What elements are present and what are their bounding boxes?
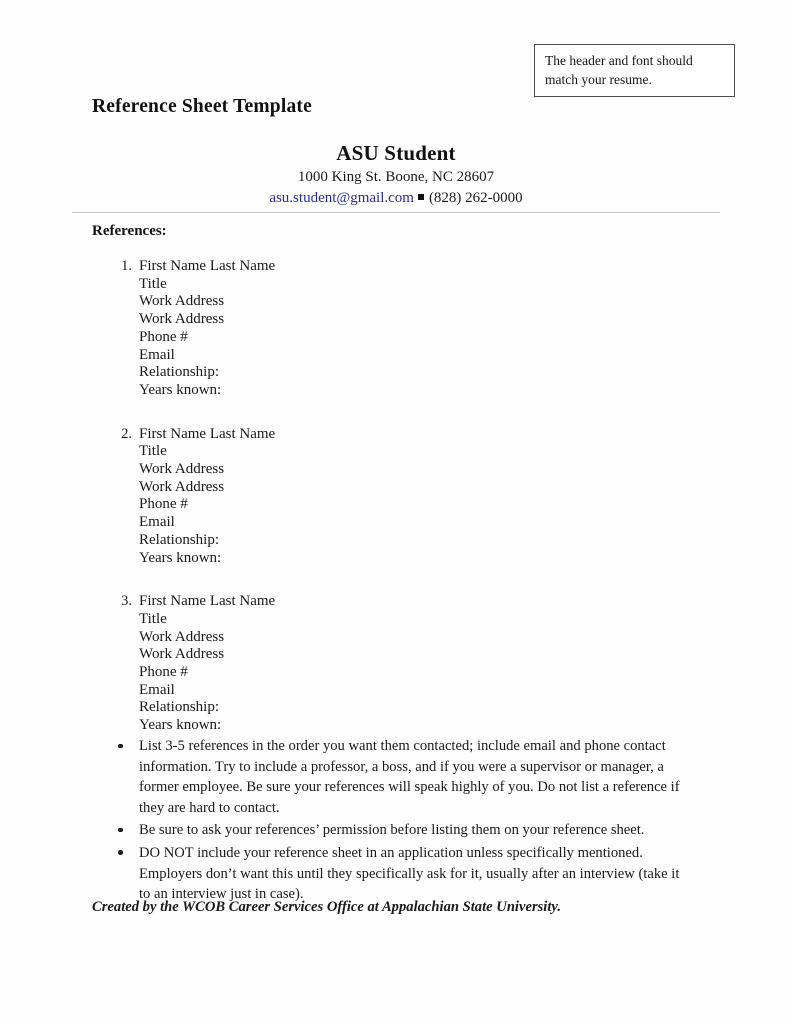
references-list [92, 258, 592, 735]
reference-entry [92, 258, 592, 400]
reference-field-relationship: Relationship: [139, 699, 219, 716]
reference-number: 3. [121, 593, 132, 610]
reference-field-phone: Phone # [139, 496, 188, 513]
reference-field-name: First Name Last Name [139, 593, 276, 610]
page-title: Reference Sheet Template [92, 96, 312, 117]
reference-field-email: Email [139, 681, 175, 698]
reference-field-title: Title [139, 443, 167, 460]
reference-number: 2. [121, 425, 132, 442]
reference-field-phone: Phone # [139, 328, 188, 345]
list-item-text: List 3-5 references in the order you want them contacted; include email and phone contact information. Try to include a professor, a boss, and if you were a supervisor or manager, a former employee. Be sure your references will speak highly of you. Do not list a reference if they are hard to contact. [139, 738, 680, 816]
reference-field-work-address-2: Work Address [139, 646, 225, 663]
reference-field-email: Email [139, 346, 175, 363]
callout-note-box [534, 44, 735, 97]
reference-number: 1. [121, 258, 132, 274]
reference-field-title: Title [139, 275, 167, 292]
header-phone: (828) 262-0000 [428, 189, 523, 206]
reference-field-work-address-2: Work Address [139, 311, 225, 328]
header-name: ASU Student [336, 141, 456, 165]
callout-note-text: The header and font should match your resume. [545, 53, 693, 88]
list-item [118, 820, 693, 841]
reference-field-work-address-1: Work Address [139, 461, 225, 478]
reference-field-years-known: Years known: [139, 717, 222, 734]
reference-field-title: Title [139, 610, 167, 627]
guidance-bullet-list [118, 736, 693, 905]
list-item [118, 843, 693, 905]
reference-field-years-known: Years known: [139, 549, 222, 566]
reference-field-work-address-1: Work Address [139, 628, 225, 645]
bullet-icon [118, 850, 123, 855]
bullet-icon [118, 828, 123, 833]
reference-field-work-address-2: Work Address [139, 478, 225, 495]
header-address: 1000 King St. Boone, NC 28607 [297, 168, 495, 185]
reference-field-relationship: Relationship: [139, 364, 219, 381]
reference-field-name: First Name Last Name [139, 425, 276, 442]
reference-entry [92, 426, 592, 568]
reference-entry [92, 593, 592, 735]
references-heading: References: [92, 223, 167, 239]
resume-header [72, 142, 720, 208]
list-item-text: Be sure to ask your references’ permission before listing them on your reference sheet. [139, 822, 645, 839]
footer-attribution: Created by the WCOB Career Services Office at Appalachian State University. [92, 899, 561, 915]
list-item-text: DO NOT include your reference sheet in an application unless specifically mentioned. Employers don’t want this until they specifically ask for it, usually after an interview (take it to an interview just in case). [139, 844, 680, 903]
header-contact-line [72, 188, 720, 208]
reference-field-name: First Name Last Name [139, 258, 276, 274]
reference-field-email: Email [139, 514, 175, 531]
reference-field-years-known: Years known: [139, 381, 222, 398]
reference-field-relationship: Relationship: [139, 531, 219, 548]
bullet-icon [118, 744, 123, 749]
email-link[interactable]: asu.student@gmail.com [269, 189, 414, 206]
header-divider [72, 212, 720, 213]
filled-square-separator-icon [418, 194, 424, 200]
reference-field-phone: Phone # [139, 664, 188, 681]
reference-field-work-address-1: Work Address [139, 293, 225, 310]
list-item [118, 736, 693, 818]
